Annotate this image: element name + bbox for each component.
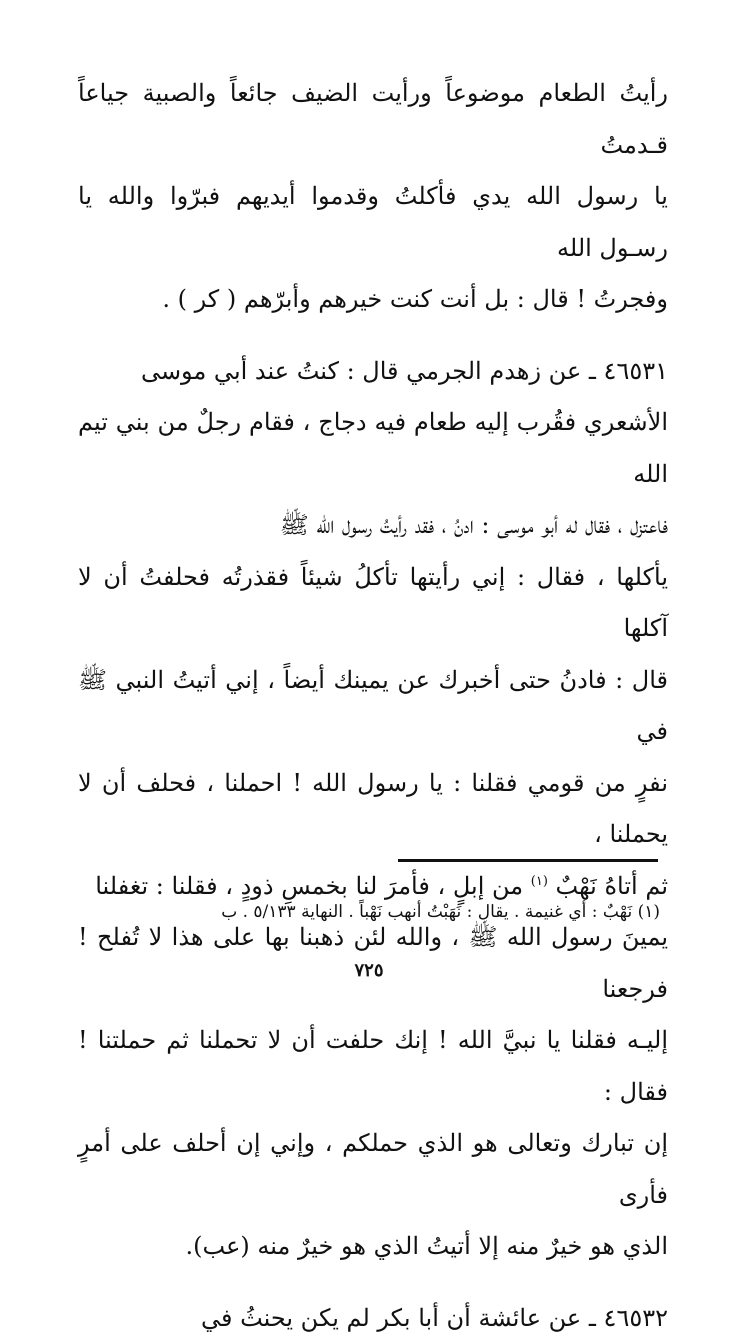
text-line: الذي هو خيرٌ منه إلا أتيتُ الذي هو خيرٌ منه (عب). (78, 1221, 668, 1273)
text-segment: من إبلٍ ، فأمرَ لنا بخمسِ ذودٍ ، فقلنا : تغفلنا (95, 872, 523, 900)
text-segment: ثم أتاهُ نَهْبٌ (556, 872, 668, 900)
text-line: رأيتُ الطعام موضوعاً ورأيت الضيف جائعاً والصبية جياعاً قـدمتُ (78, 68, 668, 171)
footnote: (١) نَهْبٌ : أي غنيمة . يقال : نَهَبْتُ أنهب نَهْباً . النهاية ٥/١٣٣ . ب (70, 897, 660, 927)
text-line: ٤٦٥٣٢ ـ عن عائشة أن أبا بكر لم يكن يحنثُ في (78, 1293, 668, 1344)
text-line: يأكلها ، فقال : إني رأيتها تأكلُ شيئاً فقذرتُه فحلفتُ أن لا آكلها (78, 552, 668, 655)
text-line: يمينَ رسول الله ﷺ ، والله لئن ذهبنا بها على هذا لا تُفلح ! فرجعنا (78, 912, 668, 1015)
text-line: وفجرتُ ! قال : بل أنت كنت خيرهم وأبرّهم ( كر ) . (78, 274, 668, 326)
text-line: إليـه فقلنا يا نبيَّ الله ! إنك حلفت أن لا تحملنا ثم حملتنا ! فقال : (78, 1015, 668, 1118)
text-line: يا رسول الله يدي فأكلتُ وقدموا أيديهم فبرّوا والله يا رسـول الله (78, 171, 668, 274)
text-line: فاعتزل ، فقال له أبو موسى : ادنُ ، فقد رأيتُ رسول الله ﷺ (78, 500, 668, 552)
footnote-reference: (١) (531, 874, 548, 889)
footnote-divider (398, 859, 658, 862)
text-line: الأشعري فقُرب إليه طعام فيه دجاج ، فقام رجلٌ من بني تيم الله (78, 397, 668, 500)
text-line: نفرٍ من قومي فقلنا : يا رسول الله ! احملنا ، فحلف أن لا يحملنا ، (78, 758, 668, 861)
page-number: ٧٢٥ (0, 960, 738, 981)
text-line: قال : فادنُ حتى أخبرك عن يمينك أيضاً ، إني أتيتُ النبي ﷺ في (78, 655, 668, 758)
text-line: ٤٦٥٣١ ـ عن زهدم الجرمي قال : كنتُ عند أبي موسى (78, 346, 668, 398)
main-text (78, 68, 668, 1344)
text-line: إن تبارك وتعالى هو الذي حملكم ، وإني إن أحلف على أمرٍ فأرى (78, 1118, 668, 1221)
